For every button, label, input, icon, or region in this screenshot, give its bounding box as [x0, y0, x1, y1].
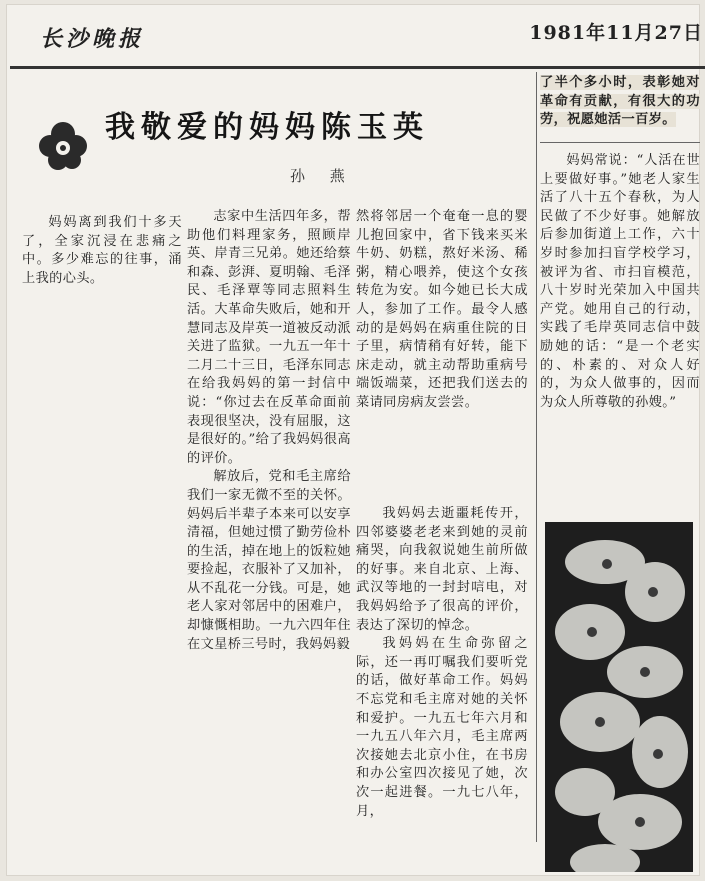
paragraph: 解放后，党和毛主席给我们一家无微不至的关怀。妈妈后半辈子本来可以安享清福，但她过惯了勤劳俭朴的生活，掉在地上的饭粒她要捡起，衣服补了又加补，从不乱花一分钱。可是，她老人家对邻居中的困难户，却慷慨相助。一九六四年住在文星桥三号时，我妈妈毅	[187, 469, 351, 652]
header-rule	[10, 66, 705, 69]
article-column-3	[356, 208, 528, 503]
paragraph: 了半个多小时，表彰她对革命有贡献，有很大的功劳，祝愿她活一百岁。	[540, 75, 700, 128]
article-byline: 孙 燕	[290, 167, 355, 185]
article-column-1	[22, 214, 182, 844]
article-title: 我敬爱的妈妈陈玉英	[105, 110, 429, 145]
flower-photo	[545, 522, 693, 872]
article-column-4-top	[540, 74, 700, 134]
article-column-2	[187, 208, 351, 838]
article-column-5	[540, 152, 700, 492]
article-column-3-lower	[356, 505, 528, 875]
newspaper-masthead: 长沙晚报	[40, 26, 145, 52]
paragraph: 我妈妈去逝噩耗传开，四邻婆婆老老来到她的灵前痛哭，向我叙说她生前所做的好事。来自北京、上海、武汉等地的一封封唁电，对我妈妈给予了很高的评价，表达了深切的悼念。	[356, 506, 528, 633]
flower-ornament-icon	[28, 112, 98, 182]
paragraph: 妈妈离到我们十多天了，全家沉浸在悲痛之中。多少难忘的往事，涌上我的心头。	[22, 215, 182, 286]
column-rule	[540, 142, 700, 143]
paragraph: 我妈妈在生命弥留之际，还一再叮嘱我们要听党的话，做好革命工作。妈妈不忘党和毛主席对她的关怀和爱护。一九五七年六月和一九五八年六月，毛主席两次接她去北京小住，在书房和办公室四次接见了她，次次一起进餐。一九七八年，月，	[356, 636, 528, 819]
paragraph: 然将邻居一个奄奄一息的婴儿抱回家中，省下钱来买米牛奶、奶糕，熬好米汤、稀粥，精心喂养，使这个女孩转危为安。如今她已长大成人，参加了工作。最令人感动的是妈妈在病重住院的日子里，病情稍有好转，能下床走动，就主动帮助重病号端饭端菜，还把我们送去的菜请同房病友尝尝。	[356, 209, 528, 410]
issue-date: 1981年11月27日	[529, 22, 703, 44]
paragraph: 妈妈常说：“人活在世上要做好事。”她老人家生活了八十五个春秋，为人民做了不少好事。她解放后参加街道上工作，六十岁时参加扫盲学校学习，被评为省、市扫盲模范，八十岁时光荣加入中国共产党。她用自己的行动，实践了毛岸英同志信中鼓励她的话：“是一个老实的、朴素的、对众人好的，为众人做事的，因而为众人所尊敬的孙嫂。”	[540, 153, 700, 410]
paragraph: 志家中生活四年多，帮助他们料理家务，照顾岸英、岸青三兄弟。她还给蔡和森、彭湃、夏明翰、毛泽民、毛泽覃等同志照料生活。大革命失败后，她和开慧同志及岸英一道被反动派关进了监狱。一九五一年十二月二十三日，毛泽东同志在给我妈妈的第一封信中说：“你过去在反革命面前表现很坚决，没有屈服，这是很好的。”给了我妈妈很高的评价。	[187, 209, 351, 466]
